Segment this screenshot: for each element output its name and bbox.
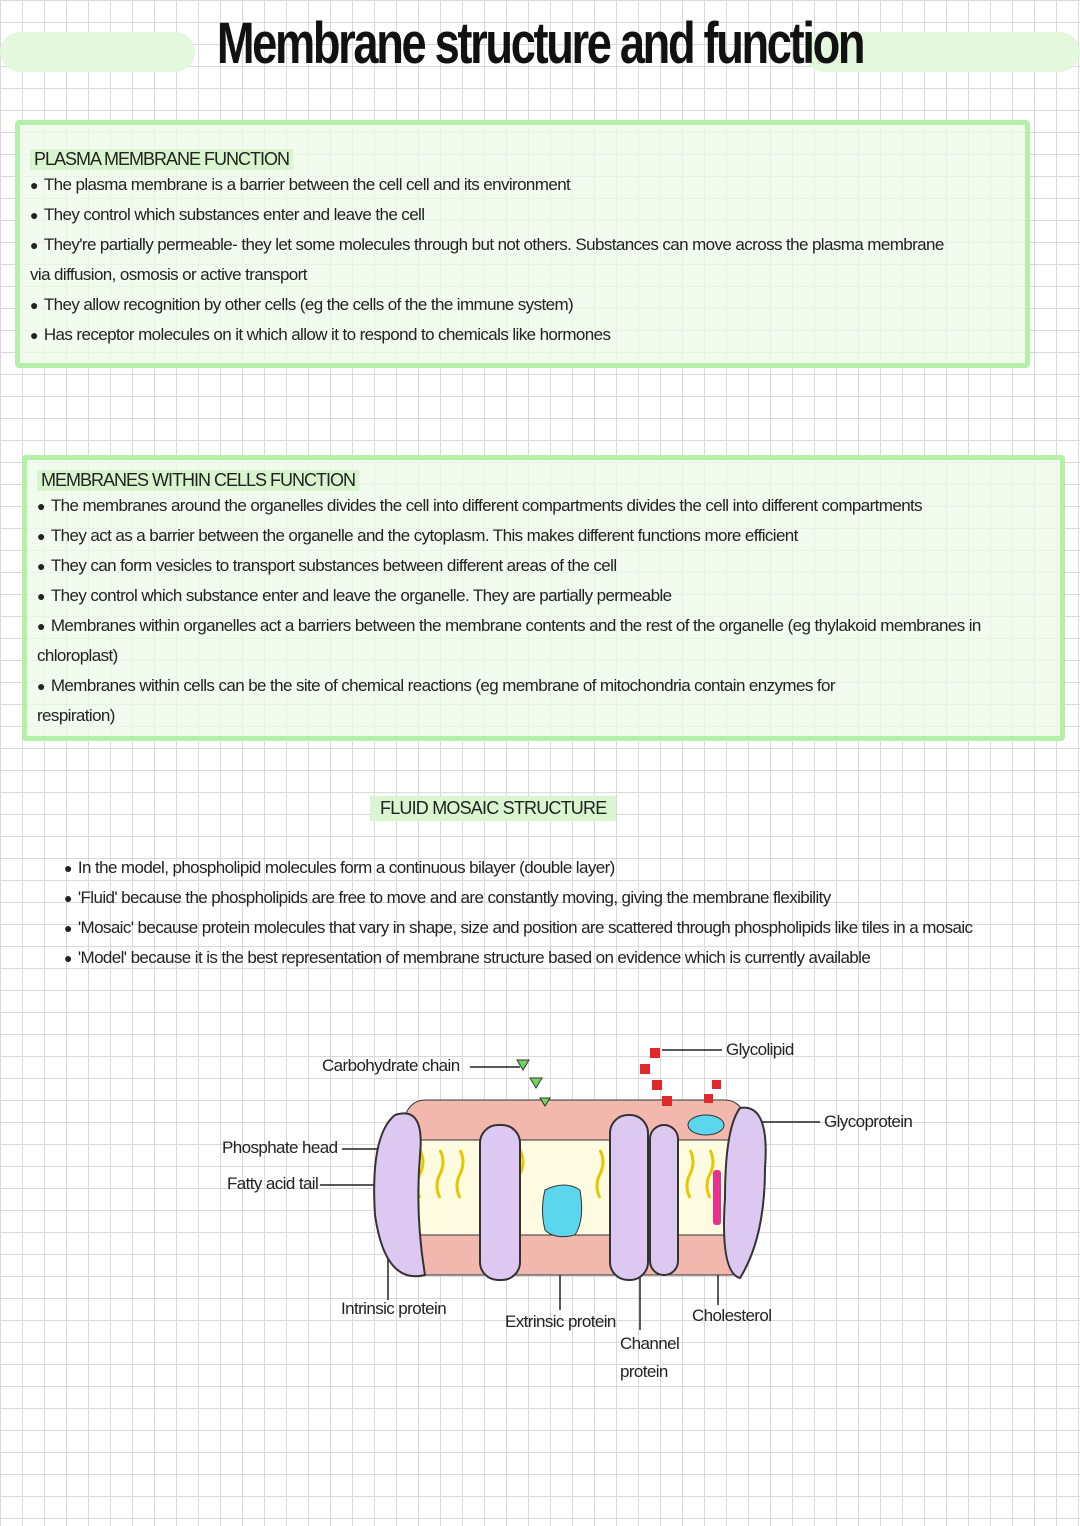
label-protein: protein	[620, 1362, 668, 1381]
channel-protein	[480, 1125, 520, 1280]
page-title: Membrane structure and function	[216, 11, 864, 76]
within-heading: MEMBRANES WITHIN CELLS FUNCTION	[37, 470, 359, 491]
label-phosphate-head: Phosphate head	[222, 1138, 338, 1157]
label-cholesterol: Cholesterol	[692, 1306, 772, 1325]
list-item: ● 'Mosaic' because protein molecules that vary in shape, size and position are scattered through phospholipids like tiles in a mosaic	[64, 918, 973, 937]
intrinsic-protein-left	[374, 1113, 425, 1276]
list-item: ● They can form vesicles to transport substances between different areas of the cell	[37, 556, 617, 575]
list-item: ● 'Model' because it is the best representation of membrane structure based on evidence which is currently available	[64, 948, 871, 967]
list-item: ● They're partially permeable- they let some molecules through but not others. Substances can move across the plasma membrane	[30, 235, 944, 254]
list-item: ● 'Fluid' because the phospholipids are free to move and are constantly moving, giving the membrane flexibility	[64, 888, 831, 907]
label-glycolipid: Glycolipid	[726, 1040, 794, 1059]
intrinsic-protein-right	[724, 1108, 766, 1278]
list-item: ● Has receptor molecules on it which allow it to respond to chemicals like hormones	[30, 325, 611, 344]
list-item-cont: via diffusion, osmosis or active transport	[30, 265, 307, 284]
list-item: ● They control which substances enter and leave the cell	[30, 205, 425, 224]
plasma-heading: PLASMA MEMBRANE FUNCTION	[30, 149, 293, 170]
label-intrinsic-protein: Intrinsic protein	[341, 1299, 447, 1318]
label-glycoprotein: Glycoprotein	[824, 1112, 913, 1131]
intrinsic-protein-mid	[650, 1125, 678, 1275]
list-item: ● They control which substance enter and leave the organelle. They are partially permeable	[37, 586, 672, 605]
label-channel: Channel	[620, 1334, 680, 1353]
glycolipid-head	[688, 1115, 724, 1135]
list-item-cont: respiration)	[37, 706, 115, 725]
list-item-cont: chloroplast)	[37, 646, 118, 665]
carbohydrate-chain	[517, 1060, 550, 1106]
list-item: ● They allow recognition by other cells (eg the cells of the the immune system)	[30, 295, 574, 314]
list-item: ● The membranes around the organelles divides the cell into different compartments divides the cell into different compartments	[37, 496, 923, 515]
label-carbohydrate-chain: Carbohydrate chain	[322, 1056, 460, 1075]
list-item: ● In the model, phospholipid molecules form a continuous bilayer (double layer)	[64, 858, 615, 877]
glycolipid-chain	[640, 1048, 721, 1106]
list-item: ● Membranes within cells can be the site of chemical reactions (eg membrane of mitochondria contain enzymes for	[37, 676, 835, 695]
label-fatty-acid-tail: Fatty acid tail	[227, 1174, 319, 1193]
cholesterol	[713, 1170, 721, 1225]
extrinsic-protein	[543, 1185, 582, 1237]
fluid-mosaic-heading: FLUID MOSAIC STRUCTURE	[370, 796, 616, 821]
list-item: ● They act as a barrier between the organelle and the cytoplasm. This makes different functions more efficient	[37, 526, 798, 545]
channel-protein-2	[610, 1115, 648, 1280]
label-extrinsic-protein: Extrinsic protein	[505, 1312, 616, 1331]
list-item: ● The plasma membrane is a barrier between the cell cell and its environment	[30, 175, 571, 194]
list-item: ● Membranes within organelles act a barriers between the membrane contents and the rest of the organelle (eg thylakoid membranes in	[37, 616, 981, 635]
bilayer-bottom	[405, 1235, 745, 1275]
